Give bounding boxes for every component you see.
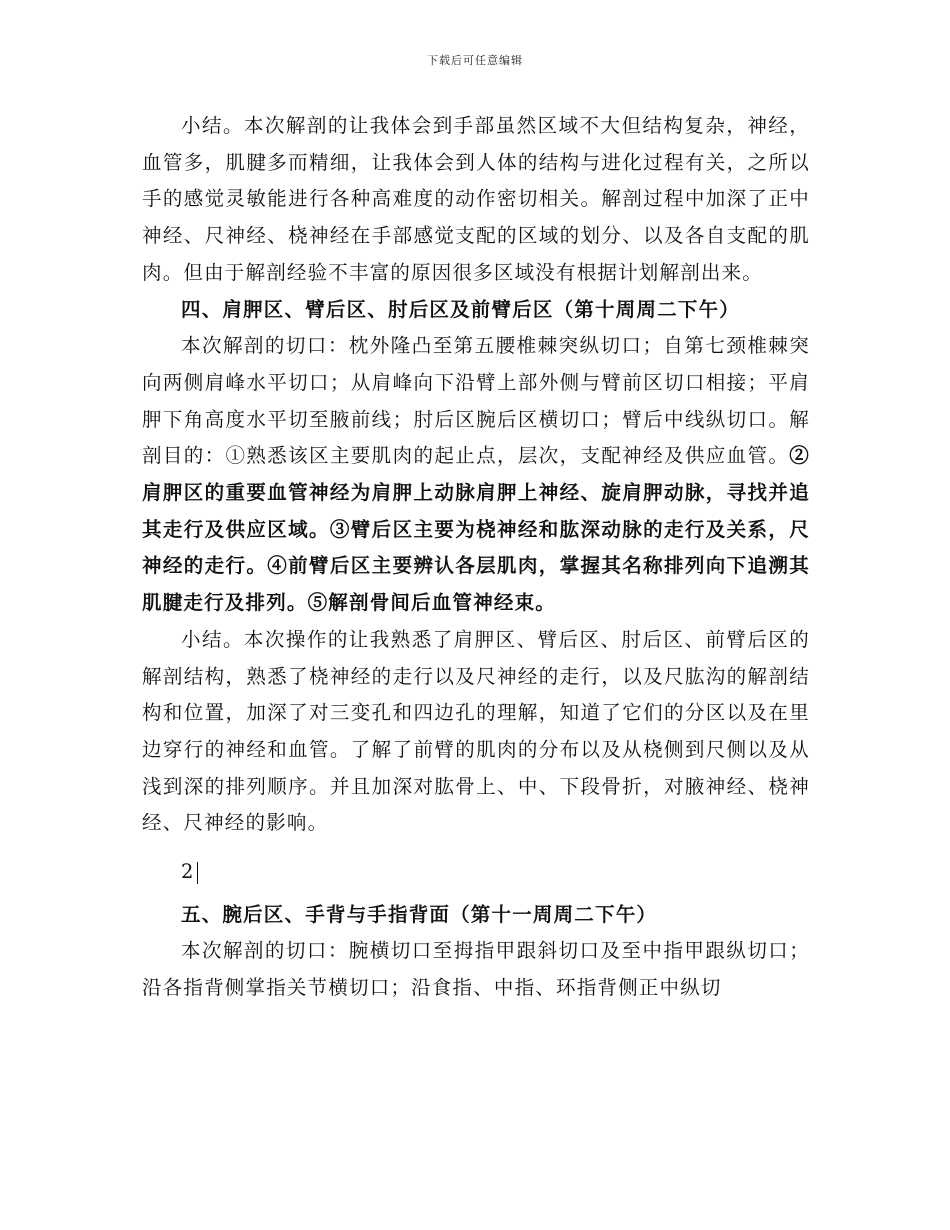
section5-body-paragraph: 本次解剖的切口：腕横切口至拇指甲跟斜切口及至中指甲跟纵切口；沿各指背侧掌指关节横切口；沿食指、中指、环指背侧正中纵切 [142, 939, 810, 1000]
section4-body-normal-text: 本次解剖的切口：枕外隆凸至第五腰椎棘突纵切口；自第七颈椎棘突向两侧肩峰水平切口；从肩峰向下沿臂上部外侧与臂前区切口相接；平肩胛下角高度水平切至腋前线；肘后区腕后区横切口；臂后中线纵切口。解剖目的：①熟悉该区主要肌肉的起止点，层次，支配神经及供应血管。 [142, 334, 810, 468]
section5-heading: 五、腕后区、手背与手指背面（第十一周周二下午） [181, 902, 658, 926]
section4-body-paragraph [142, 328, 810, 622]
document-body [142, 108, 810, 1007]
page-marker-number: 2 [181, 860, 195, 884]
text-cursor [197, 862, 198, 884]
section4-body-bold-text: ②肩胛区的重要血管神经为肩胛上动脉肩胛上神经、旋肩胛动脉，寻找并追其走行及供应区域。③臂后区主要为桡神经和肱深动脉的走行及关系，尺神经的走行。④前臂后区主要辨认各层肌肉，掌握其名称排列向下追溯其肌腱走行及排列。⑤解剖骨间后血管神经束。 [142, 444, 810, 615]
page-marker-line [142, 854, 810, 891]
section4-heading: 四、肩胛区、臂后区、肘后区及前臂后区（第十周周二下午） [181, 297, 740, 321]
page-header: 下载后可任意编辑 [427, 54, 523, 67]
section4-summary-paragraph: 小结。本次操作的让我熟悉了肩胛区、臂后区、肘后区、前臂后区的解剖结构，熟悉了桡神经的走行以及尺神经的走行，以及尺肱沟的解剖结构和位置，加深了对三变孔和四边孔的理解，知道了它们的分区以及在里边穿行的神经和血管。了解了前臂的肌肉的分布以及从桡侧到尺侧以及从浅到深的排列顺序。并且加深对肱骨上、中、下段骨折，对腋神经、桡神经、尺神经的影响。 [142, 627, 810, 835]
section3-summary-paragraph: 小结。本次解剖的让我体会到手部虽然区域不大但结构复杂，神经，血管多，肌腱多而精细，让我体会到人体的结构与进化过程有关，之所以手的感觉灵敏能进行各种高难度的动作密切相关。解剖过程中加深了正中神经、尺神经、桡神经在手部感觉支配的区域的划分、以及各自支配的肌肉。但由于解剖经验不丰富的原因很多区域没有根据计划解剖出来。 [142, 114, 810, 284]
